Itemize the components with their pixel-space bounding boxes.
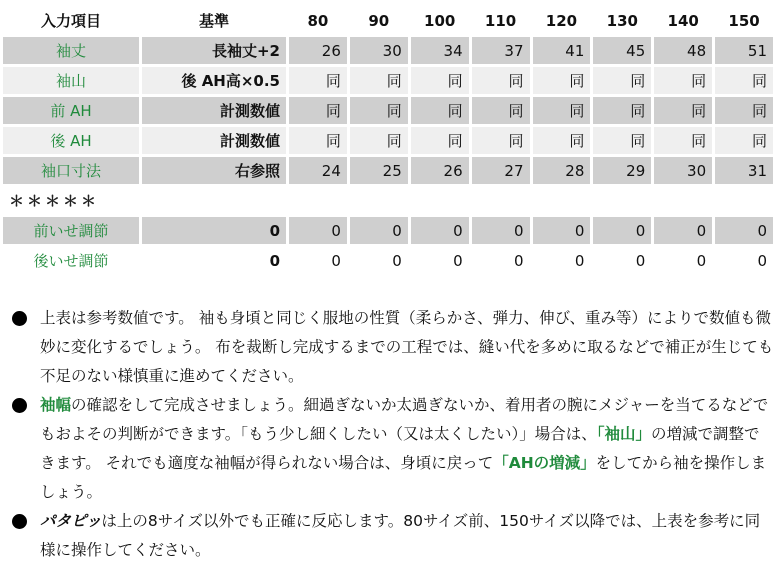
row-value: 同: [289, 127, 347, 154]
row-value: 0: [715, 217, 773, 244]
header-item: 入力項目: [40, 12, 101, 30]
row-value: 同: [715, 97, 773, 124]
row-value: 0: [350, 247, 408, 274]
header-size: 80: [307, 11, 329, 30]
sleeve-spec-table: [0, 4, 776, 277]
header-size: 150: [728, 11, 760, 30]
row-value: 37: [472, 37, 530, 64]
row-label: 袖山: [3, 67, 139, 94]
header-size: 110: [484, 11, 517, 30]
row-value: 0: [593, 247, 651, 274]
row-value: 同: [715, 127, 773, 154]
bullet-icon: [12, 311, 27, 326]
row-value: 31: [715, 157, 773, 184]
row-value: 同: [533, 67, 591, 94]
table-row: [3, 97, 773, 124]
keyword-ah-adjust: 「AHの増減」: [493, 454, 596, 472]
row-value: 同: [715, 67, 773, 94]
row-value: 同: [593, 127, 651, 154]
note-item: [10, 391, 774, 507]
header-size: 100: [424, 11, 456, 30]
row-value: 同: [593, 97, 651, 124]
separator-stars: ＊＊＊＊＊: [3, 187, 286, 214]
row-value: 同: [289, 67, 347, 94]
row-base: 0: [142, 247, 286, 274]
row-value: 同: [350, 127, 408, 154]
row-value: 41: [533, 37, 591, 64]
row-value: 同: [289, 97, 347, 124]
header-base: 基準: [198, 12, 229, 30]
row-value: 26: [411, 157, 469, 184]
header-size: 90: [368, 11, 390, 30]
separator-row: [3, 187, 773, 214]
row-label: 後 AH: [3, 127, 139, 154]
brand-name: パタピッ: [40, 512, 102, 530]
row-value: 0: [654, 247, 712, 274]
row-value: 同: [411, 97, 469, 124]
note-text: の確認をして完成させましょう。細過ぎないか太過ぎないか、着用者の腕にメジャーを当てるなどでもおよその判断ができます。「もう少し細くしたい（又は太くしたい）」場合は、: [40, 396, 769, 443]
row-base: 右参照: [142, 157, 286, 184]
row-base: 計測数値: [142, 127, 286, 154]
row-value: 同: [654, 127, 712, 154]
row-value: 24: [289, 157, 347, 184]
row-value: 30: [350, 37, 408, 64]
note-item: [10, 304, 774, 391]
row-value: 同: [350, 67, 408, 94]
row-value: 0: [289, 247, 347, 274]
row-value: 同: [472, 67, 530, 94]
row-value: 同: [411, 127, 469, 154]
row-value: 同: [472, 97, 530, 124]
row-value: 0: [350, 217, 408, 244]
note-text: の増減で調整できます。 それでも適度な袖幅が得られない場合は、身頃に戻って: [40, 425, 760, 472]
row-value: 同: [593, 67, 651, 94]
table-row: [3, 247, 773, 274]
bullet-icon: [12, 514, 27, 529]
row-value: 0: [715, 247, 773, 274]
note-text: は上の8サイズ以外でも正確に反応します。80サイズ前、150サイズ以降では、上表を参考に同様に操作してください。: [40, 512, 761, 559]
row-value: 26: [289, 37, 347, 64]
row-value: 0: [472, 217, 530, 244]
table-row: [3, 37, 773, 64]
row-value: 25: [350, 157, 408, 184]
row-value: 0: [593, 217, 651, 244]
row-value: 同: [654, 97, 712, 124]
table-row: [3, 217, 773, 244]
keyword-sleeve-width: 袖幅: [40, 396, 72, 414]
row-base: 長袖丈+2: [142, 37, 286, 64]
row-value: 0: [289, 217, 347, 244]
row-label: 袖丈: [3, 37, 139, 64]
table-row: [3, 157, 773, 184]
row-value: 29: [593, 157, 651, 184]
row-base: 計測数値: [142, 97, 286, 124]
row-value: 51: [715, 37, 773, 64]
separator-blank: [289, 187, 773, 214]
note-text: 上表は参考数値です。 袖も身頃と同じく服地の性質（柔らかさ、弾力、伸び、重み等）によりで数値も微妙に変化するでしょう。 布を裁断し完成するまでの工程では、縫い代を多めに取るなどで補正が生じても不足のない様慎重に進めてください。: [40, 309, 774, 385]
header-size: 140: [667, 11, 699, 30]
row-value: 0: [533, 247, 591, 274]
header-size: 130: [606, 11, 638, 30]
table-row: [3, 127, 773, 154]
table-row: [3, 67, 773, 94]
row-value: 34: [411, 37, 469, 64]
row-label: 前 AH: [3, 97, 139, 124]
row-value: 27: [472, 157, 530, 184]
row-value: 同: [533, 97, 591, 124]
row-value: 0: [654, 217, 712, 244]
note-text: をしてから袖を操作しましょう。: [40, 454, 767, 501]
row-value: 0: [411, 217, 469, 244]
row-value: 同: [654, 67, 712, 94]
row-value: 同: [350, 97, 408, 124]
header-size: 120: [545, 11, 578, 30]
row-value: 0: [472, 247, 530, 274]
notes: [10, 304, 774, 565]
row-value: 0: [411, 247, 469, 274]
row-base: 0: [142, 217, 286, 244]
row-value: 48: [654, 37, 712, 64]
row-value: 30: [654, 157, 712, 184]
row-value: 同: [472, 127, 530, 154]
row-value: 28: [533, 157, 591, 184]
row-value: 同: [411, 67, 469, 94]
bullet-icon: [12, 398, 27, 413]
row-value: 45: [593, 37, 651, 64]
table-header-row: [3, 7, 773, 34]
note-item: [10, 507, 774, 565]
row-label: 前いせ調節: [3, 217, 139, 244]
row-base: 後 AH高×0.5: [142, 67, 286, 94]
row-value: 0: [533, 217, 591, 244]
row-label: 袖口寸法: [3, 157, 139, 184]
keyword-sleeve-cap: 「袖山」: [596, 425, 652, 443]
row-label: 後いせ調節: [3, 247, 139, 274]
row-value: 同: [533, 127, 591, 154]
